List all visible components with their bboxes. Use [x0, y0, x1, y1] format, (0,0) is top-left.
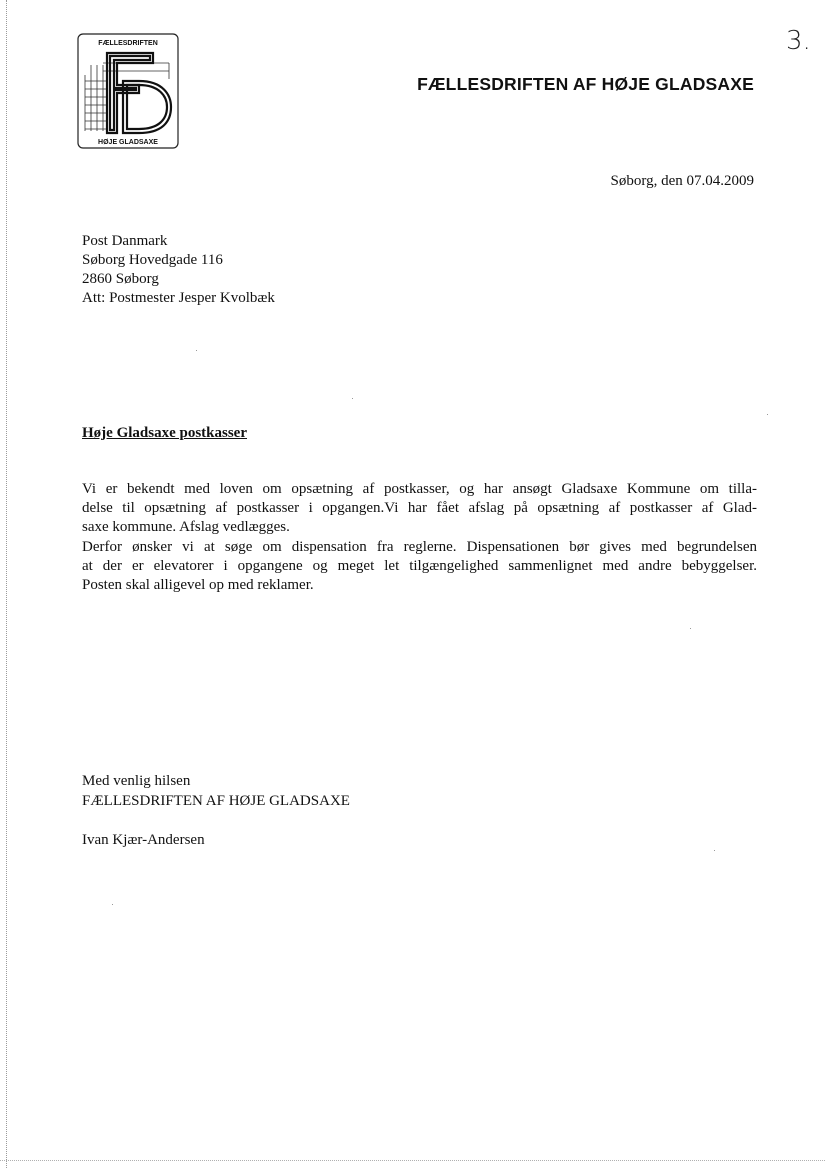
scan-speck — [352, 398, 353, 399]
body-line: Posten skal alligevel op med reklamer. — [82, 577, 314, 594]
logo-bottom-text: HØJE GLADSAXE — [98, 139, 158, 146]
recipient-line: Søborg Hovedgade 116 — [82, 252, 223, 268]
body-line: saxe kommune. Afslag vedlægges. — [82, 519, 290, 536]
body-line: Derfor ønsker vi at søge om dispensation fra reglerne. Dispensationen bør gives med begrundelsen — [82, 538, 757, 555]
body-line: delse til opsætning af postkasser i opgangen.Vi har fået afslag på opsætning af postkasser af Glad- — [82, 500, 757, 517]
date-line: Søborg, den 07.04.2009 — [610, 173, 754, 189]
closing-organization: FÆLLESDRIFTEN AF HØJE GLADSAXE — [82, 792, 350, 809]
closing-greeting: Med venlig hilsen — [82, 773, 191, 789]
scan-bottom-edge — [0, 1160, 825, 1161]
scan-speck — [767, 414, 768, 415]
letter-body — [82, 480, 757, 595]
scan-speck — [112, 904, 113, 905]
closing-block — [82, 772, 350, 811]
organization-heading: FÆLLESDRIFTEN AF HØJE GLADSAXE — [417, 74, 754, 94]
page-number: 3. — [786, 26, 811, 56]
subject-line: Høje Gladsaxe postkasser — [82, 425, 247, 441]
recipient-line: Att: Postmester Jesper Kvolbæk — [82, 290, 275, 306]
body-line: at der er elevatorer i opgangene og meget let tilgængelighed sammenlignet med andre bebyggelser. — [82, 557, 757, 574]
recipient-address — [82, 232, 275, 308]
recipient-line: 2860 Søborg — [82, 271, 159, 287]
scan-speck — [690, 628, 691, 629]
scan-left-edge — [6, 0, 7, 1168]
signature-name: Ivan Kjær-Andersen — [82, 832, 205, 848]
fd-logo-icon — [77, 33, 179, 149]
scan-speck — [714, 850, 715, 851]
recipient-line: Post Danmark — [82, 233, 168, 249]
body-line: Vi er bekendt med loven om opsætning af postkasser, og har ansøgt Gladsaxe Kommune om tilla- — [82, 481, 757, 497]
logo-top-text: FÆLLESDRIFTEN — [98, 40, 158, 47]
fd-logo — [77, 33, 179, 149]
scan-speck — [196, 350, 197, 351]
